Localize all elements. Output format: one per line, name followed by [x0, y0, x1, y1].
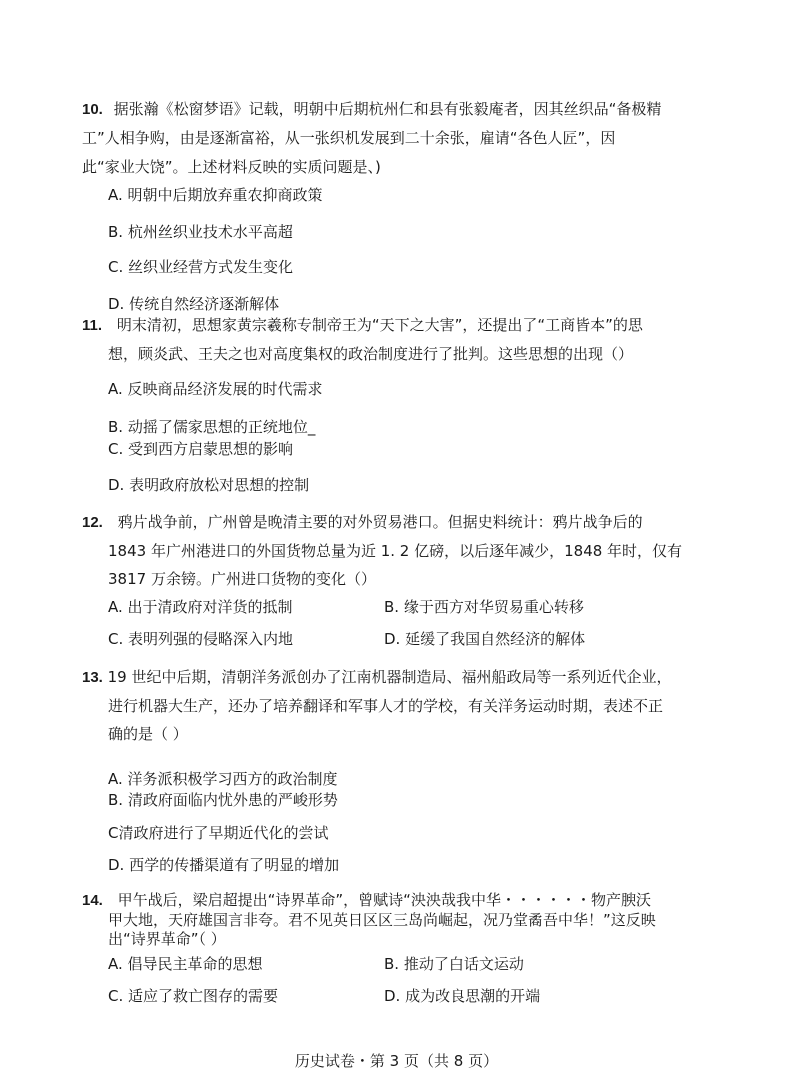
- question-10-line-3: 此“家业大饶”。上述材料反映的实质问题是、): [82, 158, 381, 176]
- option-b: B. 缘于西方对华贸易重心转移: [384, 598, 584, 616]
- question-10-line-2: 工”人相争购，由是逐渐富裕，从一张织机发展到二十余张，雇请“各色人匠”，因: [82, 129, 616, 147]
- question-12-line-3: 3817 万余镑。广州进口货物的变化（）: [108, 570, 376, 588]
- question-stem-text: 明末清初，思想家黄宗羲称专制帝王为“天下之大害”，还提出了“工商皆本”的思: [116, 316, 643, 334]
- option-a: A. 出于清政府对洋货的抵制: [108, 598, 293, 616]
- option-c: C. 丝织业经营方式发生变化: [108, 258, 294, 276]
- question-number: 14.: [82, 892, 103, 909]
- question-number: 10.: [82, 101, 103, 118]
- question-number: 12.: [82, 514, 103, 531]
- option-c: C. 受到西方启蒙思想的影响: [108, 440, 294, 458]
- question-stem-text: 鸦片战争前，广州曾是晚清主要的对外贸易港口。但据史料统计：鸦片战争后的: [117, 513, 643, 531]
- option-b: B. 动摇了儒家思想的正统地位_: [108, 418, 316, 436]
- question-stem-text: 据张瀚《松窗梦语》记载，明朝中后期杭州仁和县有张毅庵者，因其丝织品“备极精: [113, 100, 662, 118]
- question-10-line-1: [82, 100, 661, 119]
- option-b: B. 推动了白话文运动: [384, 955, 524, 973]
- option-c: C清政府进行了早期近代化的尝试: [108, 824, 329, 842]
- option-a: A. 洋务派积极学习西方的政治制度: [108, 770, 338, 788]
- question-13-line-3: 确的是（ ）: [108, 725, 188, 743]
- option-a: A. 倡导民主革命的思想: [108, 955, 263, 973]
- option-d: D. 延缓了我国自然经济的解体: [384, 630, 586, 648]
- question-14-line-2: 甲大地，天府雄国言非夸。君不见英日区区三岛尚崛起，况乃堂矞吾中华！”这反映: [108, 911, 656, 929]
- question-stem-text: 19 世纪中后期，清朝洋务派创办了江南机器制造局、福州船政局等一系列近代企业，: [107, 668, 672, 686]
- question-12-line-1: [82, 513, 643, 532]
- option-b: B. 杭州丝织业技术水平高超: [108, 223, 293, 241]
- page-footer: 历史试卷・第 3 页（共 8 页）: [294, 1052, 499, 1070]
- option-d: D. 表明政府放松对思想的控制: [108, 476, 310, 494]
- option-d: D. 成为改良思潮的开端: [384, 987, 541, 1005]
- question-14-line-3: 出“诗界革命”（ ）: [108, 930, 226, 948]
- option-a: A. 明朝中后期放弃重农抑商政策: [108, 186, 323, 204]
- option-c: C. 表明列强的侵略深入内地: [108, 630, 294, 648]
- question-stem-text: 甲午战后，梁启超提出“诗界革命”，曾赋诗“泱泱哉我中华・・・・・・物产腴沃: [117, 891, 651, 909]
- question-11-line-1: [82, 316, 643, 335]
- question-13-line-1: [82, 668, 672, 687]
- question-number: 13.: [82, 669, 103, 686]
- option-c: C. 适应了救亡图存的需要: [108, 987, 279, 1005]
- question-11-line-2: 想，顾炎武、王夫之也对高度集权的政治制度进行了批判。这些思想的出现（）: [108, 345, 634, 363]
- question-number: 11.: [82, 317, 103, 334]
- question-12-line-2: 1843 年广州港进口的外国货物总量为近 1. 2 亿磅，以后逐年减少，1848 年时，仅有: [108, 542, 683, 560]
- question-14-line-1: [82, 891, 651, 910]
- option-d: D. 西学的传播渠道有了明显的增加: [108, 856, 340, 874]
- option-d: D. 传统自然经济逐渐解体: [108, 295, 280, 313]
- option-a: A. 反映商品经济发展的时代需求: [108, 380, 323, 398]
- option-b: B. 清政府面临内忧外患的严峻形势: [108, 791, 338, 809]
- question-13-line-2: 进行机器大生产，还办了培养翻译和军事人才的学校，有关洋务运动时期，表述不正: [108, 697, 664, 715]
